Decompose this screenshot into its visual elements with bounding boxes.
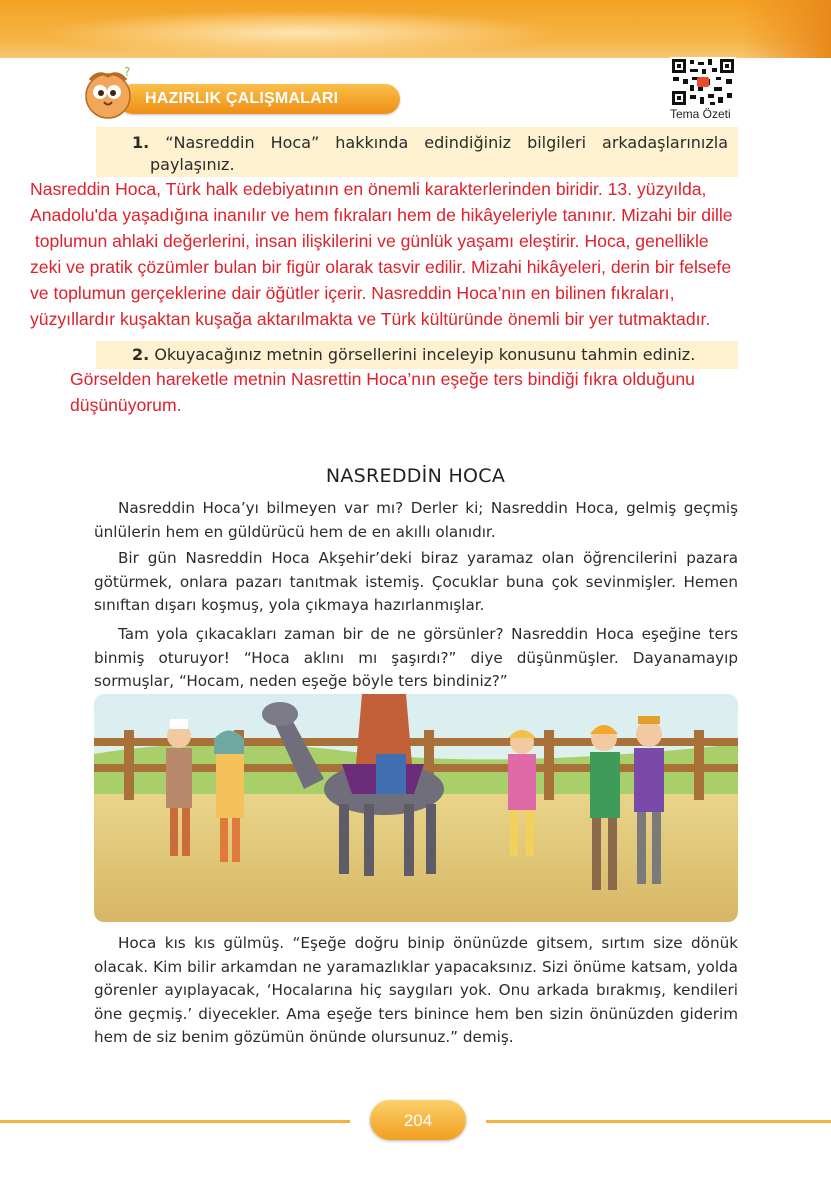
- page-number-pill: [370, 1100, 466, 1140]
- owl-mascot-icon: [80, 66, 136, 122]
- qr-code-icon[interactable]: [670, 57, 736, 107]
- story-paragraph: Nasreddin Hoca’yı bilmeyen var mı? Derler ki; Nasreddin Hoca, gelmiş geçmiş ünlülerin hem en güldürücü hem de en akıllı olanıdır.: [94, 499, 738, 541]
- top-banner: [0, 0, 831, 58]
- banner-glow: [40, 10, 560, 56]
- question-1-line-1: “Nasreddin Hoca” hakkında edindiğiniz bilgileri arkadaşlarınızla: [165, 133, 728, 152]
- answer-1-line: yüzyıllardır kuşaktan kuşağa aktarılmakta ve Türk kültüründe önemli bir yer tutmaktadır.: [30, 309, 711, 329]
- question-1-number: 1.: [132, 133, 150, 152]
- question-2-number: 2.: [132, 345, 150, 364]
- page-number: 204: [403, 1111, 433, 1130]
- answer-2-line: düşünüyorum.: [70, 395, 182, 415]
- question-2: [132, 344, 728, 366]
- answer-1-line: ve toplumun gerçeklerine dair öğütler içerir. Nasreddin Hoca’nın en bilinen fıkraları,: [30, 283, 675, 303]
- answer-1-line: zeki ve pratik çözümler bulan bir figür olarak tasvir edilir. Mizahi hikâyeleri, derin bir felsefe: [30, 257, 732, 277]
- footer-line-right: [486, 1120, 831, 1123]
- section-label: HAZIRLIK ÇALIŞMALARI: [145, 90, 339, 107]
- story-paragraph: Bir gün Nasreddin Hoca Akşehir’deki biraz yaramaz olan öğrencilerini pazara götürmek, onlara pazarı tanıtmak istemiş. Çocuklar buna çok sevinmişler. Hemen sınıftan dışarı koşmuş, yola çıkmaya hazırlanmışlar.: [94, 549, 738, 614]
- story-paragraph: Tam yola çıkacakları zaman bir de ne görsünler? Nasreddin Hoca eşeğine ters binmiş oturuyor! “Hoca aklını mı şaşırdı?” diye düşünmüşler. Dayanamayıp sormuşlar, “Hocam, neden eşeğe böyle ters bindiniz?”: [94, 625, 738, 690]
- answer-1: [30, 176, 733, 332]
- svg-text:?: ?: [124, 66, 131, 79]
- question-2-line-1: Okuyacağınız metnin görsellerini inceleyip konusunu tahmin ediniz.: [154, 345, 696, 364]
- answer-1-line: toplumun ahlaki değerlerini, insan ilişkilerini ve günlük yaşamı eleştirir. Hoca, genellikle: [30, 231, 709, 251]
- section-label-pill: [118, 84, 400, 114]
- banner-edge: [741, 0, 831, 58]
- answer-1-line: Anadolu'da yaşadığına inanılır ve hem fıkraları hem de hikâyeleriyle tanınır. Mizahi bir dille: [30, 205, 733, 225]
- qr-label: Tema Özeti: [670, 107, 731, 121]
- story-paragraph: Hoca kıs kıs gülmüş. “Eşeğe doğru binip önünüzde gitsem, sırtım size dönük olacak. Kim bilir arkamdan ne yaramazlıklar yapacaksınız. Sizi önüme katsam, yolda görenler ayıplayacak, ‘Hocalarına hiç saygıları yok. Onu arkada bırakmış, kendileri öne geçmiş.’ diyecekler. Ama eşeğe ters binince hem ben sizin önünüzden giderim hem de siz benim gözümün önünde olursunuz.” demiş.: [94, 934, 738, 1046]
- answer-2-line: Görselden hareketle metnin Nasrettin Hoca’nın eşeğe ters bindiği fıkra olduğunu: [70, 369, 695, 389]
- footer-line-left: [0, 1120, 350, 1123]
- question-1-line-2: paylaşınız.: [150, 155, 235, 174]
- story-title: NASREDDİN HOCA: [325, 465, 506, 487]
- question-1: [132, 132, 728, 176]
- story-illustration: [94, 694, 738, 922]
- answer-2: [70, 366, 695, 418]
- answer-1-line: Nasreddin Hoca, Türk halk edebiyatının en önemli karakterlerinden biridir. 13. yüzyılda,: [30, 179, 707, 199]
